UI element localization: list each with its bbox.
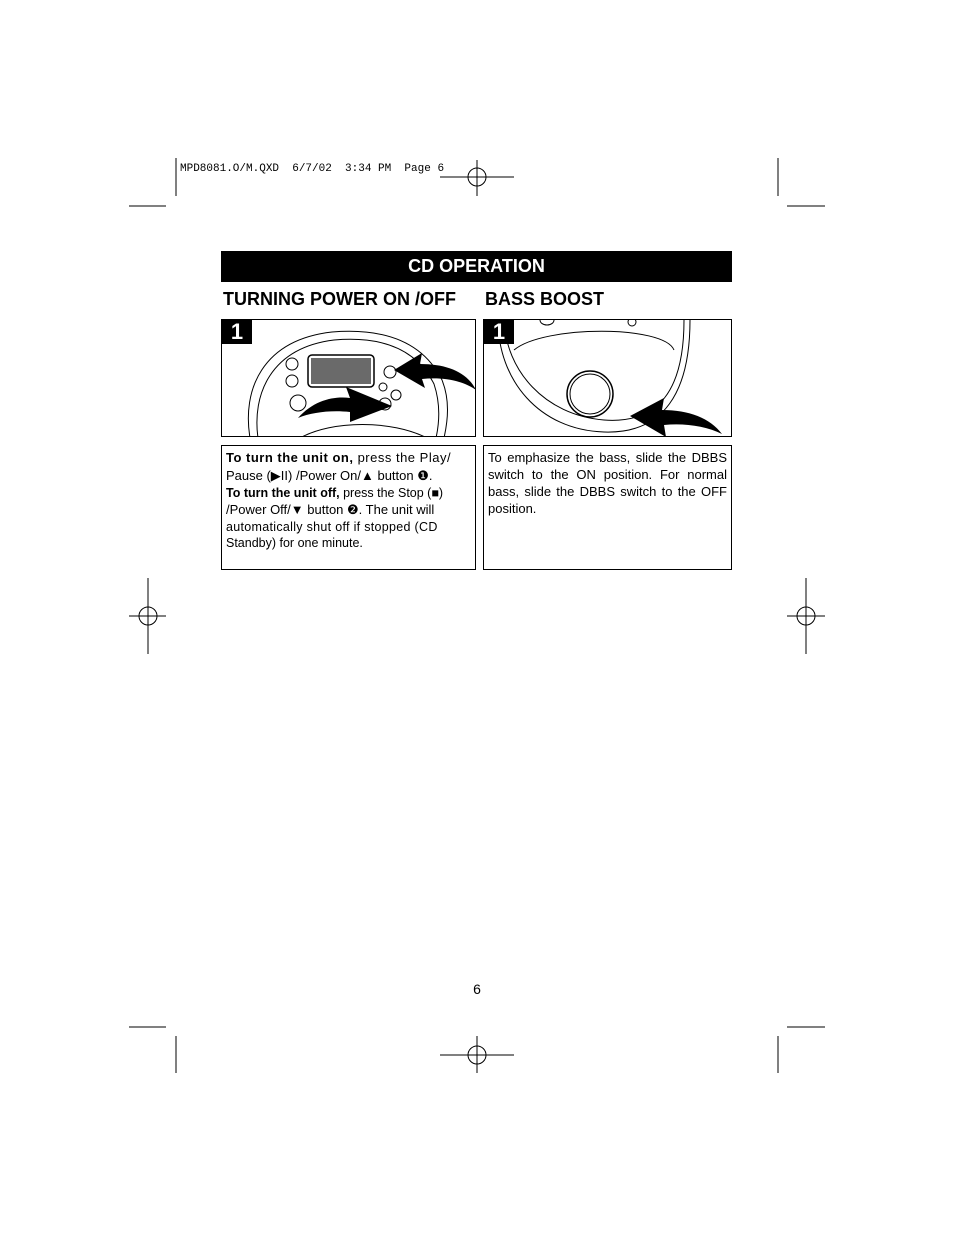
bass-boost-instructions [483, 445, 732, 570]
instruction-emphasis-on: To turn the unit on, [226, 450, 354, 465]
instruction-text: press the Stop (■) [339, 486, 444, 500]
power-instructions [221, 445, 476, 570]
section-banner: CD OPERATION [221, 251, 732, 282]
instruction-text: Pause (▶II) /Power On/▲ button ❶. [226, 468, 433, 483]
cd-player-top-illustration [222, 320, 476, 437]
instruction-text: Standby) for one minute. [226, 536, 363, 550]
instruction-emphasis-off: To turn the unit off, [226, 486, 340, 500]
heading-bass-boost: BASS BOOST [485, 289, 605, 309]
bass-boost-illustration [483, 319, 732, 437]
step-number: 1 [222, 320, 252, 344]
instruction-text: /Power Off/▼ button ❷. The unit will [226, 502, 435, 517]
instruction-text: press the Play/ [353, 450, 452, 465]
instruction-text: automatically shut off if stopped (CD [226, 520, 438, 534]
power-illustration [221, 319, 476, 437]
heading-power-on-off: TURNING POWER ON /OFF [223, 289, 456, 309]
instruction-text: To emphasize the bass, slide the DBBS switch to the ON position. For normal bass, slide the DBBS switch to the OFF position. [488, 450, 727, 516]
page-number: 6 [473, 981, 481, 997]
cd-player-bottom-illustration [484, 320, 732, 437]
step-number: 1 [484, 320, 514, 344]
print-slug: MPD8081.O/M.QXD 6/7/02 3:34 PM Page 6 [180, 163, 445, 175]
